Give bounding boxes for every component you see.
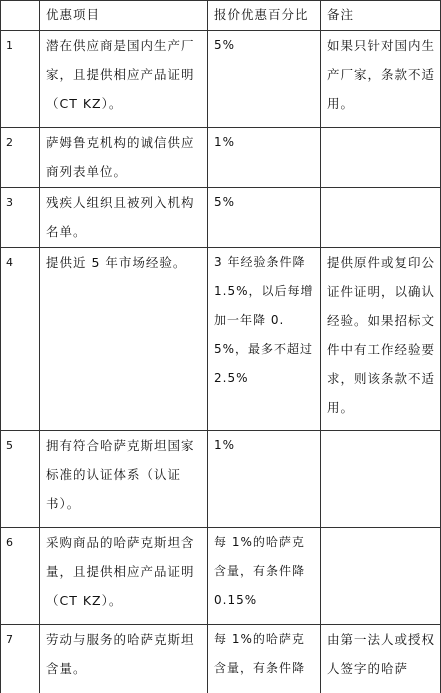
remarks (321, 528, 441, 625)
header-number (1, 1, 40, 31)
table-row (1, 528, 441, 625)
discount-item: 潜在供应商是国内生产厂家，且提供相应产品证明（CT KZ）。 (40, 31, 208, 128)
discount-item: 残疾人组织且被列入机构名单。 (40, 188, 208, 248)
header-remarks: 备注 (321, 1, 441, 31)
remarks (321, 431, 441, 528)
row-number: 4 (1, 248, 40, 431)
row-number: 2 (1, 128, 40, 188)
discount-percentage: 5% (208, 188, 321, 248)
discount-item: 劳动与服务的哈萨克斯坦含量。 (40, 625, 208, 693)
remarks: 提供原件或复印公证件证明，以确认经验。如果招标文件中有工作经验要求，则该条款不适用。 (321, 248, 441, 431)
row-number: 6 (1, 528, 40, 625)
discount-item: 拥有符合哈萨克斯坦国家标准的认证体系（认证书）。 (40, 431, 208, 528)
row-number: 5 (1, 431, 40, 528)
discount-percentage: 每 1%的哈萨克含量，有条件降 (208, 625, 321, 693)
discount-item: 采购商品的哈萨克斯坦含量，且提供相应产品证明（CT KZ）。 (40, 528, 208, 625)
table-row (1, 431, 441, 528)
discount-percentage: 5% (208, 31, 321, 128)
remarks: 如果只针对国内生产厂家，条款不适用。 (321, 31, 441, 128)
table-header-row (1, 1, 441, 31)
header-discount-item: 优惠项目 (40, 1, 208, 31)
table-row (1, 625, 441, 693)
table-row (1, 248, 441, 431)
row-number: 7 (1, 625, 40, 693)
discount-percentage: 1% (208, 431, 321, 528)
discount-percentage: 1% (208, 128, 321, 188)
table-row (1, 31, 441, 128)
remarks (321, 128, 441, 188)
row-number: 3 (1, 188, 40, 248)
discount-percentage: 3 年经验条件降 1.5%，以后每增加一年降 0.5%，最多不超过 2.5% (208, 248, 321, 431)
remarks (321, 188, 441, 248)
discount-percentage: 每 1%的哈萨克含量，有条件降 0.15% (208, 528, 321, 625)
discount-item: 萨姆鲁克机构的诚信供应商列表单位。 (40, 128, 208, 188)
row-number: 1 (1, 31, 40, 128)
table-row (1, 128, 441, 188)
remarks: 由第一法人或授权人签字的哈萨 (321, 625, 441, 693)
header-discount-percentage: 报价优惠百分比 (208, 1, 321, 31)
table-row (1, 188, 441, 248)
discount-item: 提供近 5 年市场经验。 (40, 248, 208, 431)
